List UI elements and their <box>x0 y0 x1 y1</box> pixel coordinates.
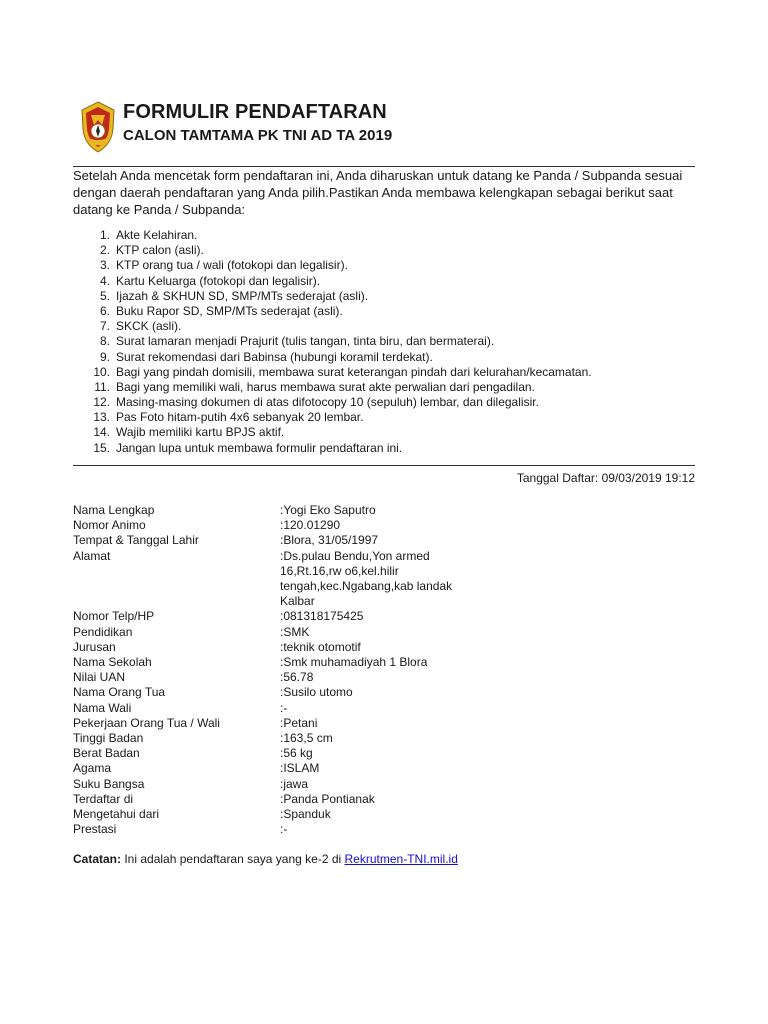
field-row <box>73 746 480 761</box>
requirement-text: Surat rekomendasi dari Babinsa (hubungi koramil terdekat). <box>116 349 433 364</box>
field-value: :Petani <box>280 715 318 730</box>
field-label: Nama Orang Tua <box>73 685 166 700</box>
middle-divider <box>73 465 695 466</box>
field-label: Prestasi <box>73 822 117 837</box>
field-value: :SMK <box>280 624 310 639</box>
requirement-number: 1. <box>99 228 110 242</box>
requirement-number: 8. <box>99 334 110 349</box>
field-value: :120.01290 <box>280 518 341 533</box>
requirement-item <box>73 289 592 304</box>
field-label: Nilai UAN <box>73 670 126 685</box>
field-label: Pendidikan <box>73 624 133 639</box>
requirements-list <box>73 228 592 456</box>
requirement-item <box>73 410 592 425</box>
requirement-number: 15. <box>93 440 110 455</box>
field-value: :Smk muhamadiyah 1 Blora <box>280 655 428 670</box>
requirement-text: Ijazah & SKHUN SD, SMP/MTs sederajat (asli). <box>116 288 369 303</box>
field-row <box>73 670 480 685</box>
field-label: Nama Lengkap <box>73 503 155 517</box>
field-value: :ISLAM <box>280 761 320 776</box>
field-value: :- <box>280 700 288 715</box>
field-label: Jurusan <box>73 639 116 654</box>
field-value: :163,5 cm <box>280 731 333 746</box>
field-label: Nama Sekolah <box>73 655 152 670</box>
field-row <box>73 701 480 716</box>
field-label: Tinggi Badan <box>73 731 144 746</box>
field-row <box>73 792 480 807</box>
requirement-item <box>73 274 592 289</box>
field-row <box>73 549 480 610</box>
field-value: :Panda Pontianak <box>280 791 375 806</box>
field-value: :081318175425 <box>280 609 364 624</box>
registration-date: Tanggal Daftar: 09/03/2019 19:12 <box>516 471 695 485</box>
note-label: Catatan: <box>73 852 122 866</box>
requirement-number: 9. <box>99 349 110 364</box>
requirement-item <box>73 365 592 380</box>
field-row <box>73 685 480 700</box>
field-label: Suku Bangsa <box>73 776 145 791</box>
field-label: Nomor Animo <box>73 518 146 533</box>
requirement-text: Wajib memiliki kartu BPJS aktif. <box>116 425 285 440</box>
requirement-item <box>73 228 592 243</box>
field-row <box>73 655 480 670</box>
requirement-item <box>73 425 592 440</box>
requirement-text: Akte Kelahiran. <box>116 228 198 242</box>
requirement-number: 2. <box>99 243 110 258</box>
note-text: Ini adalah pendaftaran saya yang ke-2 di <box>121 852 345 866</box>
field-label: Pekerjaan Orang Tua / Wali <box>73 715 220 730</box>
field-value: :Susilo utomo <box>280 685 353 700</box>
requirement-item <box>73 441 592 456</box>
field-label: Terdaftar di <box>73 791 134 806</box>
requirement-text: Buku Rapor SD, SMP/MTs sederajat (asli). <box>116 303 343 318</box>
field-value: :teknik otomotif <box>280 639 361 654</box>
field-label: Tempat & Tanggal Lahir <box>73 533 199 548</box>
requirement-text: Pas Foto hitam-putih 4x6 sebanyak 20 lembar. <box>116 410 364 425</box>
requirement-text: Masing-masing dokumen di atas difotocopy 10 (sepuluh) lembar, dan dilegalisir. <box>116 395 539 410</box>
requirement-number: 14. <box>93 425 110 440</box>
requirement-text: Surat lamaran menjadi Prajurit (tulis tangan, tinta biru, dan bermaterai). <box>116 334 495 349</box>
requirement-item <box>73 380 592 395</box>
applicant-fields <box>73 503 480 837</box>
field-value: :- <box>280 822 288 837</box>
field-value: :56 kg <box>280 746 313 761</box>
field-label: Nomor Telp/HP <box>73 609 155 624</box>
requirement-text: Kartu Keluarga (fotokopi dan legalisir). <box>116 273 321 288</box>
field-value: :Yogi Eko Saputro <box>280 503 376 517</box>
requirement-number: 11. <box>94 379 110 394</box>
field-row <box>73 533 480 548</box>
requirement-item <box>73 304 592 319</box>
requirement-number: 6. <box>99 303 110 318</box>
requirement-item <box>73 395 592 410</box>
requirement-text: Bagi yang pindah domisili, membawa surat keterangan pindah dari kelurahan/kecamatan. <box>116 364 592 379</box>
field-label: Mengetahui dari <box>73 807 160 822</box>
requirement-number: 7. <box>99 319 110 334</box>
requirement-number: 3. <box>99 258 110 273</box>
requirement-text: SKCK (asli). <box>116 319 182 334</box>
requirement-text: Jangan lupa untuk membawa formulir pendaftaran ini. <box>116 440 403 455</box>
requirement-number: 4. <box>99 273 110 288</box>
field-row <box>73 625 480 640</box>
requirement-number: 10. <box>93 364 110 379</box>
field-row <box>73 761 480 776</box>
field-value: :Spanduk <box>280 807 331 822</box>
requirement-item <box>73 319 592 334</box>
tni-ad-emblem-icon <box>78 101 118 153</box>
requirement-item <box>73 243 592 258</box>
requirement-number: 13. <box>93 410 110 425</box>
requirement-number: 5. <box>99 288 110 303</box>
requirement-item <box>73 350 592 365</box>
requirement-item <box>73 334 592 349</box>
field-row <box>73 731 480 746</box>
field-value: :56.78 <box>280 670 314 685</box>
intro-paragraph: Setelah Anda mencetak form pendaftaran ini, Anda diharuskan untuk datang ke Panda / Subpanda sesuai dengan daerah pendaftaran yang Anda pilih.Pastikan Anda membawa kelengkapan sebagai berikut saat datang ke Panda / Subpanda: <box>73 168 683 217</box>
requirement-text: Bagi yang memiliki wali, harus membawa surat akte perwalian dari pengadilan. <box>116 379 535 394</box>
field-row <box>73 503 480 518</box>
note-line <box>73 852 458 866</box>
field-row <box>73 640 480 655</box>
requirement-text: KTP orang tua / wali (fotokopi dan legalisir). <box>116 258 348 273</box>
field-label: Berat Badan <box>73 746 140 761</box>
field-row <box>73 518 480 533</box>
field-value: :Blora, 31/05/1997 <box>280 533 379 548</box>
field-row <box>73 807 480 822</box>
field-label: Nama Wali <box>73 700 132 715</box>
requirement-number: 12. <box>93 395 110 410</box>
requirement-item <box>73 258 592 273</box>
form-title: FORMULIR PENDAFTARAN <box>123 101 387 123</box>
field-value: :Ds.pulau Bendu,Yon armed 16,Rt.16,rw o6,kel.hilir tengah,kec.Ngabang,kab landak Kalbar <box>280 548 453 609</box>
requirement-text: KTP calon (asli). <box>116 243 204 258</box>
field-row <box>73 716 480 731</box>
form-subtitle: CALON TAMTAMA PK TNI AD TA 2019 <box>123 127 393 144</box>
field-row <box>73 822 480 837</box>
field-row <box>73 609 480 624</box>
field-row <box>73 777 480 792</box>
field-value: :jawa <box>280 776 309 791</box>
field-label: Alamat <box>73 548 111 563</box>
field-label: Agama <box>73 761 112 776</box>
rekrutmen-link[interactable]: Rekrutmen-TNI.mil.id <box>344 852 458 866</box>
